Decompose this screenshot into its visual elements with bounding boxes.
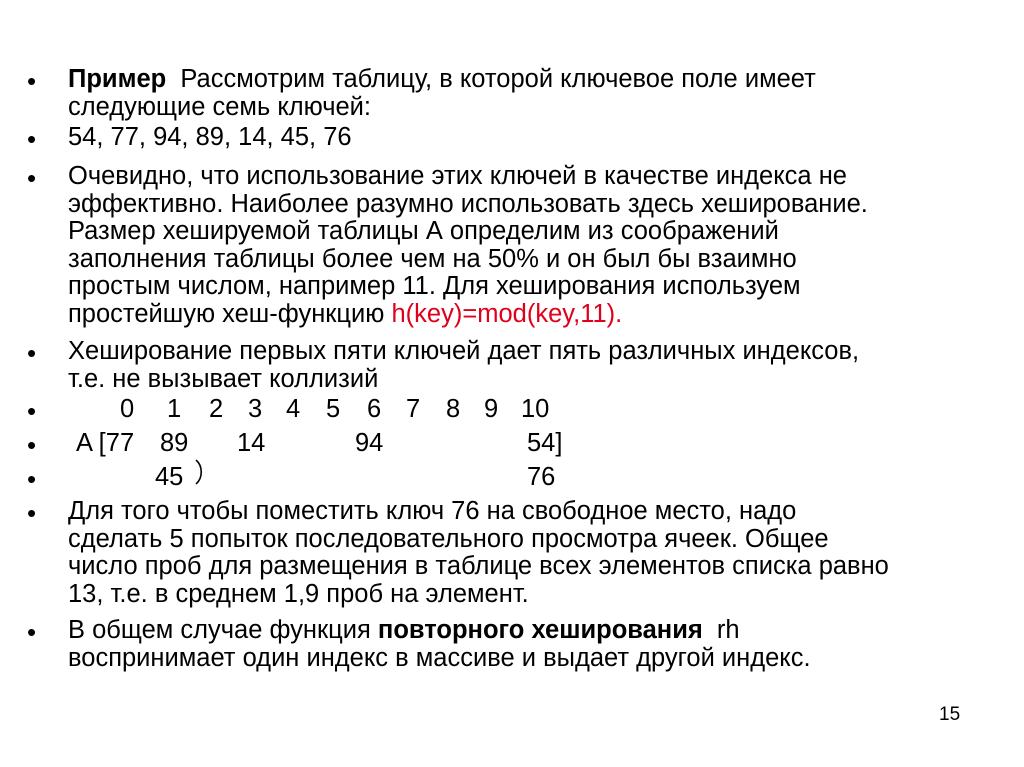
overflow-value: 76	[527, 463, 556, 491]
array-value: 94	[355, 429, 384, 457]
index-label: 8	[446, 395, 461, 423]
page-number: 15	[939, 704, 961, 725]
text-line: эффективно. Наиболее разумно использовать здесь хеширование.	[68, 189, 868, 218]
text-line: заполнения таблицы более чем на 50% и он был бы взаимно	[68, 244, 797, 273]
text-line: rh	[702, 616, 740, 644]
bullet-example	[68, 66, 1008, 121]
index-label: 10	[521, 395, 550, 423]
bullet-dot: •	[27, 464, 37, 494]
bracket-mark-icon	[193, 458, 207, 486]
index-label: 3	[248, 395, 263, 423]
bullet-no-collisions	[68, 338, 1008, 393]
example-intro-line2: следующие семь ключей:	[68, 92, 372, 121]
bullet-dot: •	[27, 163, 37, 193]
example-label: Пример	[68, 65, 167, 93]
text-line: Размер хешируемой таблицы А определим из соображений	[68, 217, 779, 245]
hash-formula: h(key)=mod(key,11).	[391, 299, 623, 328]
text-line: 13, т.е. в среднем 1,9 проб на элемент.	[68, 579, 529, 608]
index-label: 1	[167, 395, 182, 423]
bullet-dot: •	[27, 124, 37, 154]
bullet-probes	[68, 498, 1008, 608]
array-label: A [77	[76, 429, 135, 457]
array-value: 14	[237, 429, 266, 457]
text-line: число проб для размещения в таблице всех элементов списка равно	[68, 552, 889, 580]
bullet-dot: •	[27, 338, 37, 368]
text-line: простым числом, например 11. Для хеширования используем	[68, 272, 801, 300]
text-line: В общем случае функция	[68, 616, 378, 644]
index-label: 4	[286, 395, 301, 423]
bullet-rehash	[68, 617, 1008, 672]
bullet-dot: •	[27, 430, 37, 460]
bullet-hashing-rationale	[68, 163, 1008, 328]
example-intro: Рассмотрим таблицу, в которой ключевое поле имеет	[166, 65, 816, 93]
text-line: Хеширование первых пяти ключей дает пять различных индексов,	[68, 337, 860, 365]
text-line: т.е. не вызывает коллизий	[68, 364, 379, 393]
index-label: 5	[326, 395, 341, 423]
bullet-dot: •	[27, 396, 37, 426]
bullet-dot: •	[27, 66, 37, 96]
text-line: Для того чтобы поместить ключ 76 на свободное место, надо	[68, 497, 797, 525]
array-value: 54]	[527, 429, 563, 457]
array-value: 89	[160, 429, 189, 457]
text-line: сделать 5 попыток последовательного просмотра ячеек. Общее	[68, 524, 829, 553]
bullet-dot: •	[27, 498, 37, 528]
text-line: воспринимает один индекс в массиве и выдает другой индекс.	[68, 643, 811, 672]
index-label: 9	[484, 395, 499, 423]
index-label: 0	[120, 395, 135, 423]
text-line: Очевидно, что использование этих ключей в качестве индекса не	[68, 162, 847, 190]
index-label: 6	[367, 395, 382, 423]
rehash-term: повторного хеширования	[377, 616, 703, 644]
bullet-dot: •	[27, 617, 37, 647]
text-line: простейшую хеш-функцию	[68, 299, 392, 328]
index-label: 2	[209, 395, 224, 423]
bullet-keys: 54, 77, 94, 89, 14, 45, 76	[68, 123, 352, 151]
overflow-value: 45	[155, 463, 184, 491]
index-label: 7	[406, 395, 421, 423]
